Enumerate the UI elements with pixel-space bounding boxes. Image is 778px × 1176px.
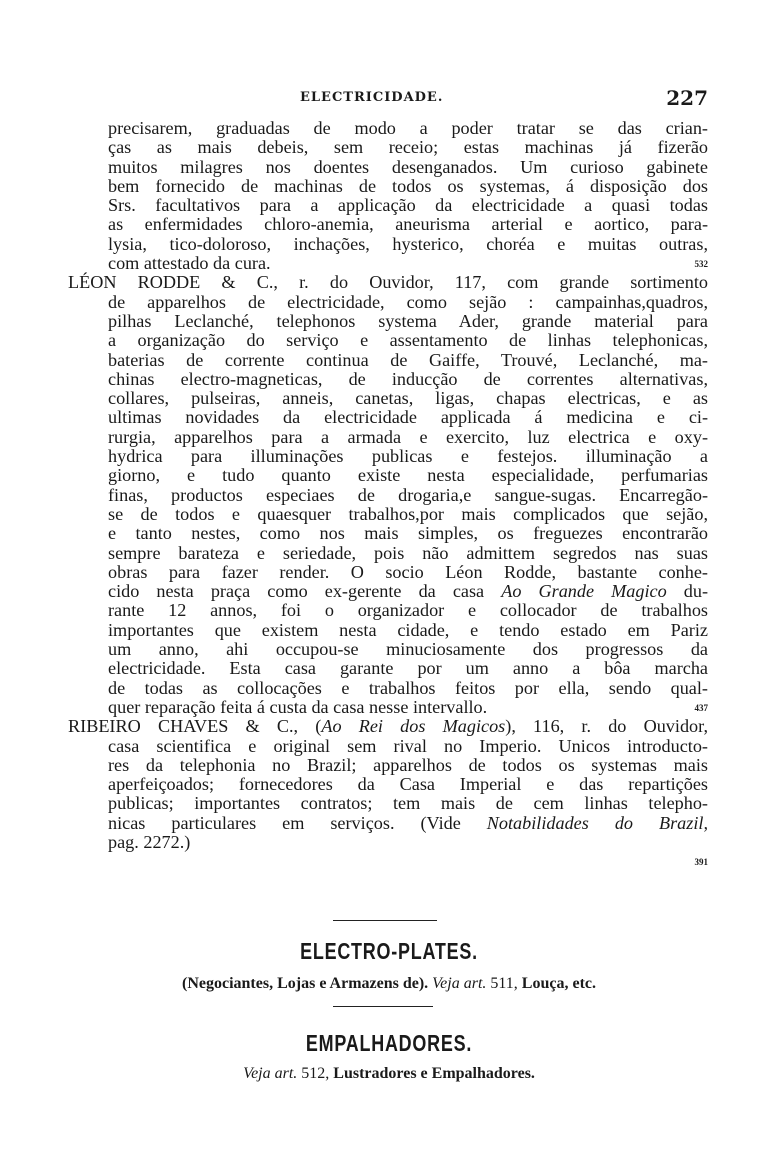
entry-line [68, 524, 708, 543]
entry-line [68, 119, 708, 138]
section-subtitle-electro-plates [0, 975, 778, 993]
text-run: ultimas novidades da electricidade applicada á medicina e ci- [108, 407, 708, 428]
entry-heading-line [68, 717, 708, 736]
text-run: obras para fazer render. O socio Léon Rodde, bastante conhe- [108, 561, 708, 582]
text-run: aperfeiçoados; fornecedores da Casa Imperial e das repartições [108, 774, 708, 795]
text-run: ças as mais debeis, sem receio; estas machinas já fizerão [108, 137, 708, 158]
entry-line [68, 158, 708, 177]
entry-line [68, 775, 708, 794]
text-run: res da telephonia no Brazil; apparelhos de todos os systemas mais [108, 754, 708, 775]
text-run: Ao Rei dos Magicos [321, 716, 506, 737]
entry-reference-number: 532 [694, 259, 708, 270]
entry-heading-line [68, 273, 708, 292]
entry-line [68, 833, 708, 852]
section-subtitle-empalhadores [0, 1065, 778, 1083]
entry-line [68, 351, 708, 370]
text-run: com attestado da cura. [108, 253, 271, 274]
text-run: Veja art. [243, 1065, 302, 1082]
entry-line [68, 582, 708, 601]
text-run: bem fornecido de machinas de todos os systemas, á disposição dos [108, 175, 708, 196]
text-run: nicas particulares em serviços. (Vide [108, 812, 487, 833]
entry-line [68, 640, 708, 659]
text-run: giorno, e tudo quanto existe nesta especialidade, perfumarias [108, 465, 708, 486]
text-run: ), 116, r. do Ouvidor, [505, 716, 709, 737]
entry-line [68, 447, 708, 466]
text-run: chinas electro-magneticas, de inducção de correntes alternativas, [108, 368, 708, 389]
entry-line [68, 331, 708, 350]
text-run: a organização do serviço e assentamento de linhas telephonicas, [108, 330, 708, 351]
entry-line [68, 756, 708, 775]
entry-line [68, 466, 708, 485]
text-run: rante 12 annos, foi o organizador e collocador de trabalhos [108, 600, 708, 621]
entry-line [68, 408, 708, 427]
text-run: sempre barateza e seriedade, pois não admittem segredos nas suas [108, 542, 708, 563]
section-title-empalhadores: EMPALHADORES. [305, 1030, 473, 1056]
text-run: quer reparação feita á custa da casa nesse intervallo. [108, 696, 488, 717]
page-number: 227 [666, 86, 708, 110]
entry-line [68, 679, 708, 698]
section-divider [333, 1006, 433, 1007]
text-run: 511, [490, 975, 522, 992]
section-divider [333, 920, 437, 921]
entry-line [68, 196, 708, 215]
entry-reference-number: 391 [694, 857, 708, 868]
text-run: as enfermidades chloro-anemia, aneurisma arterial e aortico, para- [108, 214, 708, 235]
text-run: baterias de corrente continua de Gaiffe, Trouvé, Leclanché, ma- [108, 349, 708, 370]
entry-line [68, 254, 708, 273]
text-run: pilhas Leclanché, telephonos systema Ader, grande material para [108, 310, 708, 331]
text-run: Ao Grande Magico [501, 581, 667, 602]
text-run: muitos milagres nos doentes desenganados. Um curioso gabinete [108, 156, 708, 177]
text-run: se de todos e quaesquer trabalhos,por mais complicados que sejão, [108, 503, 708, 524]
entry-line [68, 293, 708, 312]
text-run: LÉON RODDE & C., r. do Ouvidor, 117, com grande sortimento [68, 272, 708, 293]
text-run: Srs. facultativos para a applicação da electricidade a quasi todas [108, 195, 708, 216]
text-run: Louça, etc. [521, 975, 596, 992]
text-run: casa scientifica e original sem rival no Imperio. Unicos introducto- [108, 735, 708, 756]
text-run: rurgia, apparelhos para a armada e exercito, luz electrica e oxy- [108, 426, 708, 447]
entry-line [68, 563, 708, 582]
entry-line [68, 794, 708, 813]
text-run: um anno, ahi occupou-se minuciosamente dos progressos da [108, 639, 708, 660]
entry-line [68, 544, 708, 563]
section-title-electro-plates: ELECTRO-PLATES. [300, 938, 478, 964]
entry-reference-number: 437 [694, 702, 708, 713]
running-title: ELECTRICIDADE. [300, 90, 444, 105]
entry-line [68, 177, 708, 196]
text-run: e tanto nestes, como nos mais simples, os freguezes encontrarão [108, 523, 708, 544]
entry-line [68, 659, 708, 678]
entry-line [68, 814, 708, 833]
text-run: du- [666, 581, 709, 602]
entry-line [68, 312, 708, 331]
text-run: RIBEIRO CHAVES & C., ( [68, 716, 322, 737]
entry-line [68, 389, 708, 408]
text-run: lysia, tico-doloroso, inchações, hysterico, choréa e muitas outras, [108, 233, 708, 254]
entry-line [68, 505, 708, 524]
text-run: collares, pulseiras, anneis, canetas, ligas, chapas electricas, e as [108, 388, 708, 409]
entry-line [68, 698, 708, 717]
text-run: importantes que existem nesta cidade, e tendo estado em Pariz [108, 619, 708, 640]
text-run: finas, productos especiaes de drogaria,e sangue-sugas. Encarregão- [108, 484, 708, 505]
text-run: hydrica para illuminações publicas e festejos. illuminação a [108, 446, 708, 467]
text-run: de apparelhos de electricidade, como sejão : campainhas,quadros, [108, 291, 708, 312]
entry-line [68, 235, 708, 254]
entry-line [68, 486, 708, 505]
running-header [0, 88, 778, 112]
entry-reference-line [68, 852, 708, 868]
entry-line [68, 428, 708, 447]
entry-line [68, 621, 708, 640]
text-run: precisarem, graduadas de modo a poder tratar se das crian- [108, 118, 708, 138]
entry-line [68, 737, 708, 756]
entry-line [68, 138, 708, 157]
entry-line [68, 215, 708, 234]
directory-entries [68, 119, 708, 868]
text-run: de todas as collocações e trabalhos feitos por ella, sendo qual- [108, 677, 708, 698]
text-run: pag. 2272.) [108, 831, 191, 852]
text-run: cido nesta praça como ex-gerente da casa [108, 581, 502, 602]
text-run: Lustradores e Empalhadores. [333, 1065, 535, 1082]
entry-line [68, 370, 708, 389]
text-run: electricidade. Esta casa garante por um anno a bôa marcha [108, 658, 708, 679]
text-run: Veja art. [432, 975, 491, 992]
entry-line [68, 601, 708, 620]
text-run: Notabilidades do Brazil, [486, 812, 708, 833]
text-run: publicas; importantes contratos; tem mais de cem linhas telepho- [108, 793, 708, 814]
text-run: (Negociantes, Lojas e Armazens de). [182, 975, 433, 992]
text-run: 512, [301, 1065, 334, 1082]
